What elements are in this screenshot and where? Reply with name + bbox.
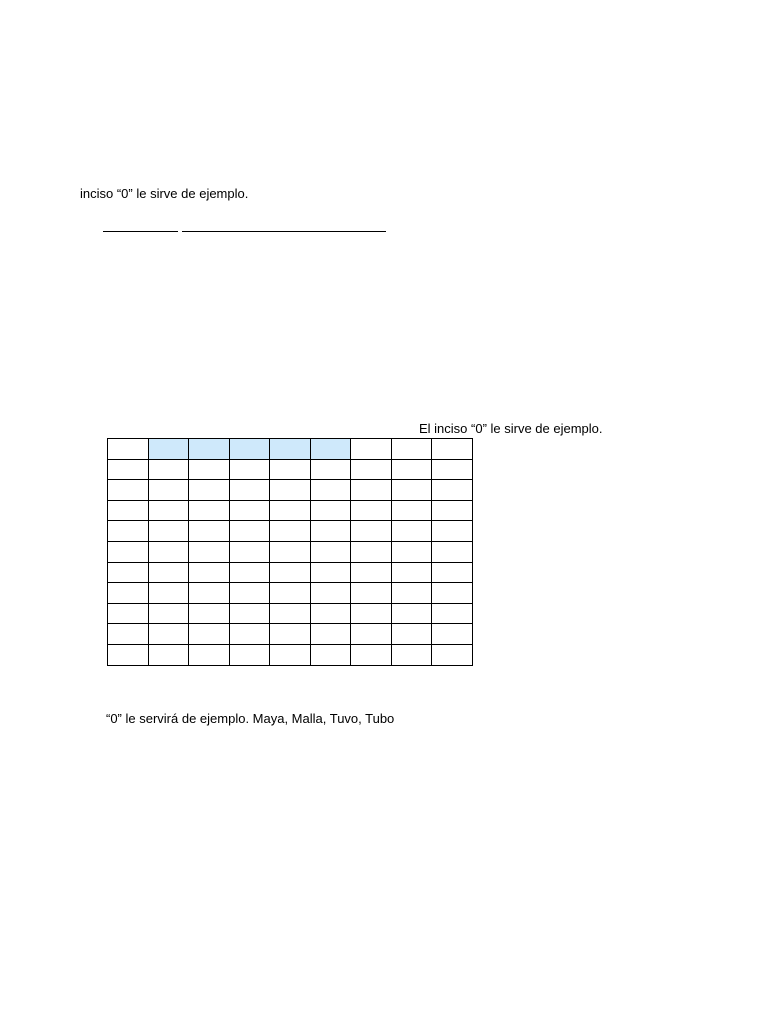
- grid-cell: [391, 521, 432, 542]
- grid-cell: [310, 603, 351, 624]
- grid-row: [108, 624, 473, 645]
- grid-row: [108, 583, 473, 604]
- grid-cell: [229, 480, 270, 501]
- grid-cell: [270, 644, 311, 665]
- word-grid: [107, 438, 473, 666]
- grid-cell: [351, 500, 392, 521]
- grid-cell: [148, 459, 189, 480]
- grid-cell: [270, 624, 311, 645]
- grid-cell: [270, 541, 311, 562]
- grid-cell: [108, 541, 149, 562]
- grid-cell: [351, 480, 392, 501]
- grid-cell: [432, 624, 473, 645]
- grid-cell: [108, 583, 149, 604]
- grid-cell: [148, 624, 189, 645]
- grid-cell: [270, 439, 311, 460]
- grid-cell: [189, 583, 230, 604]
- grid-cell: [351, 603, 392, 624]
- grid-cell: [189, 644, 230, 665]
- grid-cell: [270, 521, 311, 542]
- grid-cell: [148, 644, 189, 665]
- grid-cell: [270, 583, 311, 604]
- grid-cell: [310, 459, 351, 480]
- grid-cell: [432, 644, 473, 665]
- grid-cell: [432, 459, 473, 480]
- grid-cell: [310, 583, 351, 604]
- grid-cell: [229, 521, 270, 542]
- grid-cell: [229, 603, 270, 624]
- grid-cell: [270, 562, 311, 583]
- grid-cell: [148, 562, 189, 583]
- grid-cell: [189, 459, 230, 480]
- grid-cell: [391, 459, 432, 480]
- grid-cell: [108, 500, 149, 521]
- grid-cell: [391, 562, 432, 583]
- grid-cell: [108, 480, 149, 501]
- grid-cell: [391, 624, 432, 645]
- answer-blank-short: [103, 231, 178, 232]
- grid-row: [108, 459, 473, 480]
- grid-cell: [189, 439, 230, 460]
- grid-cell: [108, 521, 149, 542]
- grid-cell: [229, 562, 270, 583]
- grid-cell: [310, 562, 351, 583]
- grid-cell: [432, 500, 473, 521]
- grid-cell: [391, 644, 432, 665]
- grid-cell: [148, 480, 189, 501]
- grid-cell: [432, 541, 473, 562]
- grid-cell: [432, 583, 473, 604]
- grid-cell: [148, 521, 189, 542]
- grid-cell: [229, 459, 270, 480]
- grid-cell: [432, 439, 473, 460]
- grid-cell: [310, 521, 351, 542]
- grid-cell: [108, 644, 149, 665]
- grid-row: [108, 439, 473, 460]
- grid-cell: [189, 521, 230, 542]
- grid-cell: [148, 439, 189, 460]
- grid-cell: [432, 521, 473, 542]
- grid-cell: [229, 583, 270, 604]
- grid-cell: [229, 500, 270, 521]
- grid-cell: [148, 500, 189, 521]
- grid-cell: [391, 500, 432, 521]
- grid-cell: [351, 541, 392, 562]
- grid-cell: [391, 541, 432, 562]
- grid-row: [108, 480, 473, 501]
- grid-cell: [108, 624, 149, 645]
- grid-cell: [432, 562, 473, 583]
- grid-row: [108, 541, 473, 562]
- grid-row: [108, 521, 473, 542]
- grid-row: [108, 500, 473, 521]
- grid-cell: [351, 439, 392, 460]
- grid-cell: [391, 439, 432, 460]
- grid-cell: [270, 500, 311, 521]
- grid-cell: [310, 500, 351, 521]
- grid-cell: [229, 439, 270, 460]
- instruction-text-bottom: “0” le servirá de ejemplo. Maya, Malla, Tuvo, Tubo: [106, 711, 395, 726]
- grid-cell: [189, 603, 230, 624]
- grid-cell: [270, 459, 311, 480]
- grid-cell: [148, 541, 189, 562]
- grid-cell: [351, 624, 392, 645]
- grid-cell: [270, 603, 311, 624]
- grid-cell: [189, 562, 230, 583]
- grid-cell: [310, 624, 351, 645]
- grid-cell: [351, 583, 392, 604]
- grid-cell: [432, 603, 473, 624]
- grid-cell: [270, 480, 311, 501]
- grid-cell: [229, 644, 270, 665]
- grid-cell: [351, 562, 392, 583]
- grid-cell: [108, 459, 149, 480]
- grid-cell: [189, 541, 230, 562]
- grid-cell: [189, 624, 230, 645]
- grid-cell: [189, 500, 230, 521]
- grid-row: [108, 603, 473, 624]
- grid-row: [108, 644, 473, 665]
- instruction-text-grid: El inciso “0” le sirve de ejemplo.: [419, 421, 603, 436]
- grid-cell: [108, 603, 149, 624]
- grid-cell: [310, 480, 351, 501]
- grid-cell: [351, 521, 392, 542]
- grid-cell: [229, 624, 270, 645]
- grid-cell: [229, 541, 270, 562]
- grid-cell: [108, 562, 149, 583]
- grid-row: [108, 562, 473, 583]
- grid-cell: [310, 644, 351, 665]
- grid-cell: [351, 644, 392, 665]
- grid-cell: [432, 480, 473, 501]
- grid-cell: [310, 541, 351, 562]
- grid-cell: [148, 603, 189, 624]
- grid-cell: [391, 603, 432, 624]
- grid-cell: [108, 439, 149, 460]
- grid-cell: [189, 480, 230, 501]
- grid-cell: [391, 583, 432, 604]
- grid-cell: [148, 583, 189, 604]
- grid-cell: [310, 439, 351, 460]
- grid-cell: [351, 459, 392, 480]
- answer-blank-long: [182, 231, 386, 232]
- grid-cell: [391, 480, 432, 501]
- instruction-text-top: inciso “0” le sirve de ejemplo.: [80, 186, 249, 201]
